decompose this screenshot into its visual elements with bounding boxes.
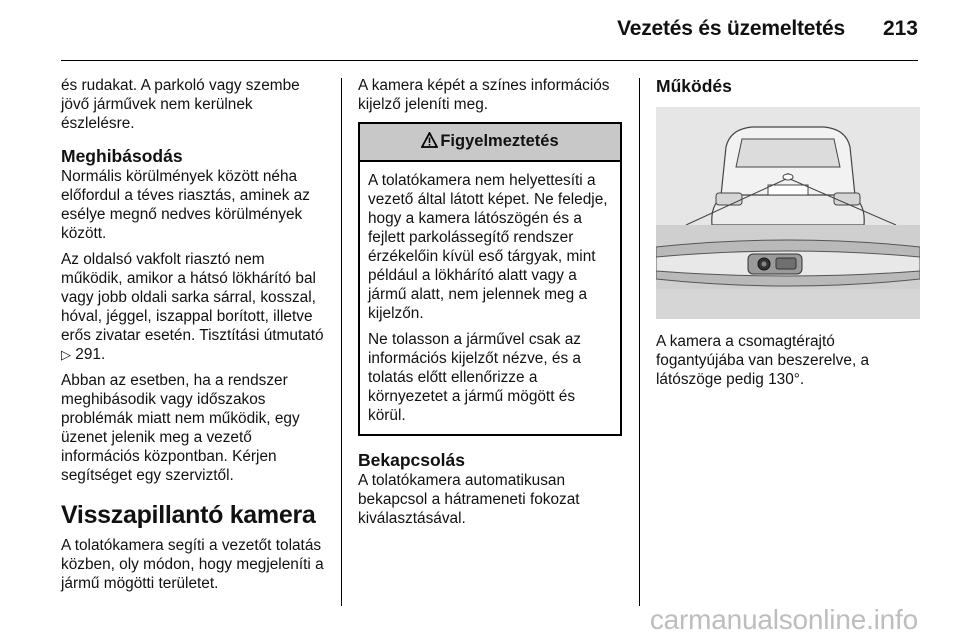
paragraph-switch-on: A tolatókamera automatikusan bekapcsol a hátrameneti fokozat kiválasztásával. bbox=[358, 472, 580, 527]
heading-rear-camera: Visszapillantó kamera bbox=[61, 501, 316, 529]
paragraph-camera-intro: A tolatókamera segíti a vezetőt tolatás közben, oly módon, hogy megjeleníti a jármű mögötti területet. bbox=[61, 537, 324, 592]
heading-fault: Meghibásodás bbox=[61, 146, 183, 166]
column-divider-1 bbox=[341, 78, 342, 606]
paragraph-blind-spot-text: Az oldalsó vakfolt riasztó nem működik, amikor a hátsó lökhárító bal vagy jobb oldali sarka sárral, kosszal, hóval, jéggel, iszappal borított, illetve erős zivatar esetén. Tisztítási útmutató bbox=[61, 251, 324, 344]
paragraph-display: A kamera képét a színes információs kijelző jeleníti meg. bbox=[358, 77, 610, 113]
warning-title: Figyelmeztetés bbox=[440, 132, 559, 150]
header-divider bbox=[61, 60, 918, 61]
paragraph-false-alarm: Normális körülmények között néha előfordul a téves riasztás, aminek az esélye megnő nedves körülmények között. bbox=[61, 168, 310, 242]
car-rear-camera-illustration bbox=[656, 107, 920, 319]
warning-header bbox=[360, 124, 620, 162]
page-header-title: Vezetés és üzemeltetés bbox=[617, 17, 845, 40]
column-3 bbox=[656, 76, 920, 396]
page-reference[interactable]: 291. bbox=[75, 346, 106, 363]
paragraph-blind-spot bbox=[61, 250, 329, 364]
column-divider-2 bbox=[639, 78, 640, 606]
page-number: 213 bbox=[882, 17, 918, 40]
arrow-reference-icon[interactable]: ▷ bbox=[61, 347, 71, 362]
warning-paragraph-1: A tolatókamera nem helyettesíti a vezető által látott képet. Ne feledje, hogy a kamera látószögén és a fejlett parkolássegítő rendszer érzékelőin kívül eső tárgyak, mint például a lökhárító alatt vagy a jármű alatt, nem jelennek meg a kijelzőn. bbox=[368, 172, 608, 322]
warning-box bbox=[358, 122, 622, 436]
paragraph-malfunction: Abban az esetben, ha a rendszer meghibásodik vagy időszakos problémák miatt nem működik, egy üzenet jelenik meg a vezető információs központban. Kérjen segítséget egy szerviztől. bbox=[61, 372, 300, 484]
paragraph-intro: és rudakat. A parkoló vagy szembe jövő járművek nem kerülnek észlelésre. bbox=[61, 77, 300, 132]
column-1 bbox=[61, 76, 329, 600]
warning-triangle-icon bbox=[421, 132, 438, 153]
paragraph-camera-location: A kamera a csomagtérajtó fogantyújába van beszerelve, a látószöge pedig 130°. bbox=[656, 333, 870, 388]
column-2 bbox=[358, 76, 624, 535]
watermark: carmanualsonline.info bbox=[649, 604, 918, 635]
heading-operation: Működés bbox=[656, 76, 732, 96]
warning-paragraph-2: Ne tolasson a járművel csak az információs kijelzőt nézve, és a tolatás előtt ellenőrizze a környezetet a jármű mögött és körül. bbox=[368, 331, 581, 424]
warning-body bbox=[360, 162, 620, 434]
heading-switch-on: Bekapcsolás bbox=[358, 450, 466, 470]
